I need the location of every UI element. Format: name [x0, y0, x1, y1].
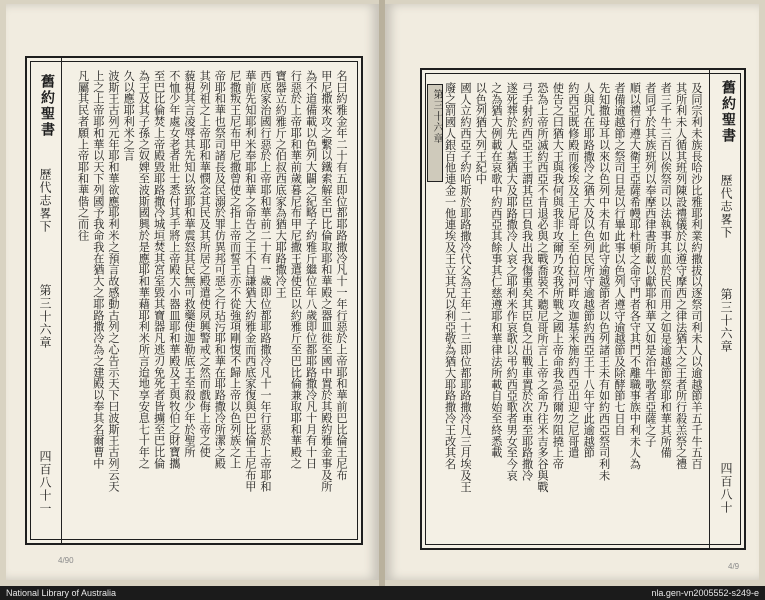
right-page-number: 四百八十: [719, 462, 733, 514]
text-column: 及同宗利未族長哈沙比雅耶利業約撒拔以逐祭司利未人以逾越節羊五千牛五百: [690, 82, 703, 470]
text-column: 久以應耶利米之言: [122, 70, 136, 162]
text-column: 上之上帝耶和華以天下列國予我命我在猶大之耶路撒冷為之建殿以奉其名爾曹中: [91, 70, 105, 469]
text-column: 以色列猶大列王紀中: [474, 82, 488, 185]
text-column: 者備逾越節之祭司日是以行畢此事以色列人遵守逾越節及除酵節七日自: [613, 82, 626, 436]
text-column: 寶器立約雅斤之伯叔西底家為猶大耶路撒冷王: [274, 70, 288, 298]
text-column: 名曰約雅金年二十有五即位都耶路撒冷凡十一年行惡於上帝耶和華前巴比倫王尼布: [335, 70, 348, 481]
text-column: 甲尼撒來攻之繫以鐵索解至巴比倫取耶和華殿之器皿徙至國中置於其殿約雅金事及所: [319, 70, 333, 492]
text-column: 西底家治國行惡於上帝耶和華前二十有一歲即位都耶路撒冷凡十一年行惡於上帝耶和: [259, 70, 272, 492]
text-column: 約西亞既修殿而後埃及王尼哥上至伯拉河畔攻迦基米施約西亞出迎之尼哥遣: [566, 82, 580, 459]
chapter-marker-box: [427, 84, 443, 182]
text-column: 其列祖之上帝耶和華憫念其民及其所居之殿遣使夙興警戒之然而戲侮上帝之使: [198, 70, 212, 458]
text-column: 其所利未人循其班列陳設禮儀於以遵守摩西之律法猶大之王者所行殺羔祭之禮: [674, 82, 688, 470]
right-text-frame: [420, 68, 746, 550]
footer-record-id: nla.gen-vn2005552-s249-e: [651, 588, 759, 598]
footer-library-name: National Library of Australia: [6, 588, 117, 598]
right-chapter-label: 第三十六章: [719, 288, 733, 353]
text-column: 恐為上帝所滅約西亞不肯退必與之戰喬裝不聽尼哥所言上帝之命乃往米吉多谷與戰: [536, 82, 549, 493]
text-column: 弓手射約西亞王王謂其臣曰負我出我傷重矣其臣負之出戰車置於次車至耶路撒冷: [520, 82, 534, 481]
text-column: 之為猶大例載在哀歌中約西亞其餘事其仁慈遵耶和華律法所載自始至終悉載: [489, 82, 503, 459]
text-column: 尼撒叛王尼布甲尼撒曾使之指上帝而誓王亦不從強項剛愎不歸上帝以色列族之上: [228, 70, 242, 469]
text-column: 凡屬其民者願上帝耶和華偕之而往: [76, 70, 90, 241]
text-column: 者三千牛三百以俟祭司以法執事其血於民而用之如是逾越節祭耶和華其所備: [659, 82, 673, 459]
text-column: 遂死葬於先人墓猶大及耶路撒冷人哀之耶利米作哀歌以弔約西亞歌者男女至今哀: [505, 82, 519, 481]
text-column: 人與凡在耶路撒冷之猶大及以色列民所守逾越節約西亞王十八年守此逾越節: [582, 82, 596, 459]
text-column: 藐視其言凌辱其先知以致耶和華震怒其民無可救藥使迦勒底王至殺少年於聖所: [183, 70, 196, 458]
text-column: 為不道備載以色列大闢之紀略子約雅斤繼位年八歲即位都耶路撒冷凡十月有十日: [304, 70, 318, 469]
right-header-rule: [709, 70, 710, 548]
left-section-title: 歷代志畧下: [38, 168, 52, 233]
left-chapter-label: 第三十六章: [38, 284, 52, 349]
chapter-marker-text: 第三十六章: [431, 89, 442, 144]
text-column: 行惡於上帝耶和華前歲暮尼布甲尼撒王遣使臣以約雅斤至巴比倫兼取耶和華殿之: [289, 70, 303, 469]
right-corner-mark: 4/9: [728, 562, 740, 571]
left-book-title: 舊約聖書: [39, 74, 55, 138]
text-column: 帝耶和華也祭司諸長及民溺於罪仿異邦可惡之行玷污耶和華在耶路撒冷所潔之殿: [213, 70, 227, 469]
text-column: 不恤少年處女老者壯士悉付其手將上帝殿大小器皿耶和華殿及王與牧伯之財寶攜: [167, 70, 181, 469]
text-column: 使告之曰猶大王與我何與我非攻爾乃攻我所戰之國上帝命我急行爾勿阻撓上帝: [551, 82, 565, 470]
text-column: 順以禮行遵大衛王亞薩希幔耶杜頓之命守門者各守其門不離職事族中利未人為: [628, 82, 642, 470]
text-column: 者同乎於其族班列以奉摩西律書所載以獻耶和華又如是治牛歌者亞薩之子: [643, 82, 657, 447]
left-text-frame: [25, 56, 363, 545]
text-column: 國人立約西亞子約哈斯於耶路撒冷代父為王年二十三即位都耶路撒冷凡三月埃及王: [459, 82, 472, 493]
text-column: 華前先知耶利米奉耶和華之命告之王不自謙猶大約雅金而西底家復與巴比倫王尼布甲: [243, 70, 257, 492]
left-page-number: 四百八十一: [38, 450, 52, 515]
right-section-title: 歷代志畧下: [719, 174, 733, 239]
text-column: 波斯王古列元年耶和華欲應耶利米之預言故感動古列之心告示天下曰波斯王古列云天: [107, 70, 120, 492]
left-header-rule: [61, 58, 62, 543]
text-column: 廢之罰國人銀百他連金一他連埃及王立其兄以利亞敬為猶大耶路撒冷王改其名: [443, 82, 457, 470]
left-corner-mark: 4/90: [58, 556, 74, 565]
footer-bar: [0, 586, 765, 600]
text-column: 先知撒母耳以來以色列中未有如此守逾越節者以色列諸王未有如約西亞祭司利未: [597, 82, 611, 481]
right-book-title: 舊約聖書: [720, 80, 736, 144]
text-column: 至巴比倫焚上帝殿毀耶路撒冷城垣焚其宮室毀其寶器凡逃刃免死者皆擄至巴比倫: [152, 70, 166, 469]
text-column: 為王及其子孫之奴婢至波斯國興於是應耶和華藉耶利米所言迨地享安息七十年之: [137, 70, 151, 469]
